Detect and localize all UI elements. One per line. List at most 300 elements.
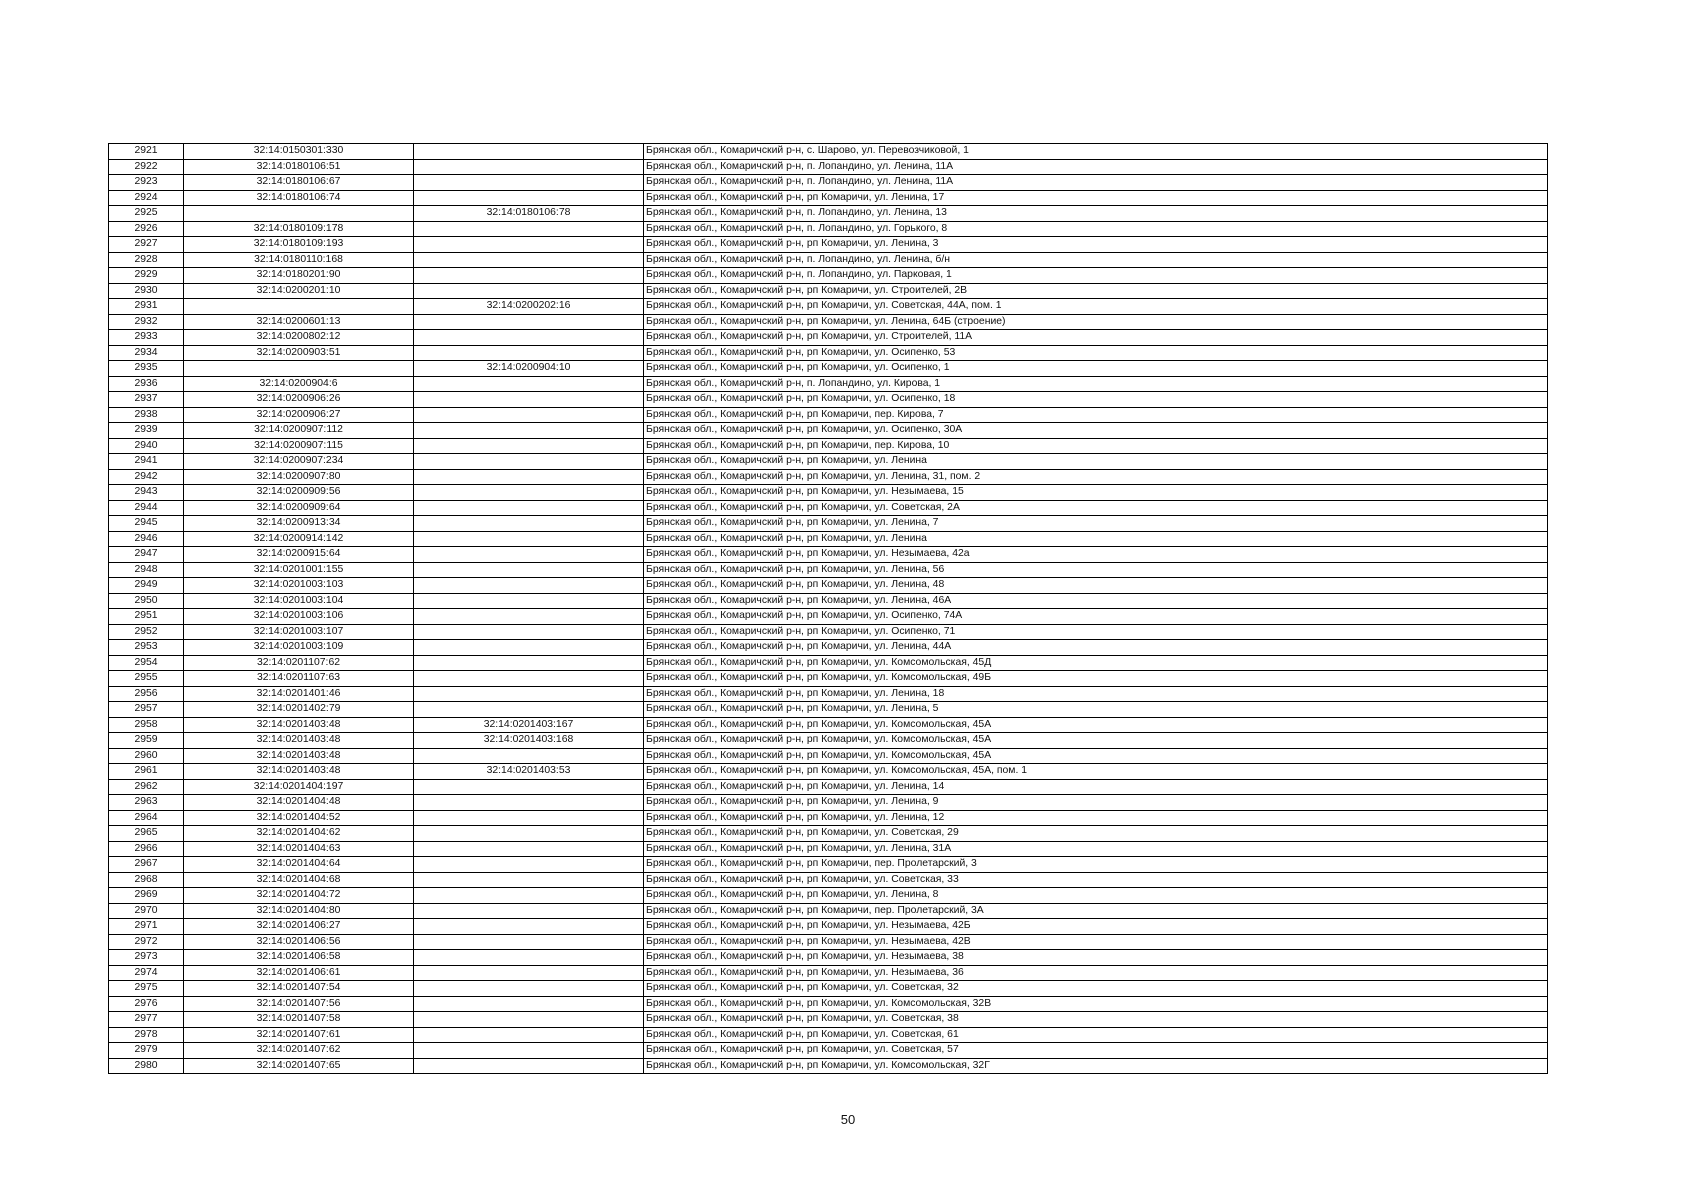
- cadastral-number-cell: 32:14:0201404:72: [184, 888, 414, 904]
- cadastral-number-cell: 32:14:0201402:79: [184, 702, 414, 718]
- row-number-cell: 2934: [109, 345, 184, 361]
- address-cell: Брянская обл., Комаричский р-н, рп Комаричи, ул. Ленина, 8: [644, 888, 1548, 904]
- row-number-cell: 2978: [109, 1027, 184, 1043]
- cadastral-number-cell: 32:14:0201404:64: [184, 857, 414, 873]
- address-cell: Брянская обл., Комаричский р-н, п. Лопандино, ул. Горького, 8: [644, 221, 1548, 237]
- table-row: [109, 795, 1548, 811]
- address-cell: Брянская обл., Комаричский р-н, рп Комаричи, пер. Пролетарский, 3: [644, 857, 1548, 873]
- cadastral-number-cell: 32:14:0201003:104: [184, 593, 414, 609]
- related-cadastral-number-cell: [414, 903, 644, 919]
- cadastral-number-cell: 32:14:0201403:48: [184, 717, 414, 733]
- related-cadastral-number-cell: [414, 640, 644, 656]
- related-cadastral-number-cell: [414, 283, 644, 299]
- table-row: [109, 299, 1548, 315]
- table-row: [109, 1043, 1548, 1059]
- address-cell: Брянская обл., Комаричский р-н, рп Комаричи, ул. Советская, 57: [644, 1043, 1548, 1059]
- row-number-cell: 2979: [109, 1043, 184, 1059]
- related-cadastral-number-cell: [414, 1058, 644, 1074]
- address-cell: Брянская обл., Комаричский р-н, рп Комаричи, ул. Комсомольская, 45А, пом. 1: [644, 764, 1548, 780]
- row-number-cell: 2949: [109, 578, 184, 594]
- address-cell: Брянская обл., Комаричский р-н, рп Комаричи, ул. Незымаева, 15: [644, 485, 1548, 501]
- table-row: [109, 764, 1548, 780]
- table-row: [109, 996, 1548, 1012]
- row-number-cell: 2946: [109, 531, 184, 547]
- address-cell: Брянская обл., Комаричский р-н, рп Комаричи, ул. Осипенко, 74А: [644, 609, 1548, 625]
- page-number: 50: [840, 1112, 856, 1127]
- table-row: [109, 950, 1548, 966]
- related-cadastral-number-cell: [414, 810, 644, 826]
- cadastral-number-cell: 32:14:0180106:74: [184, 190, 414, 206]
- table-row: [109, 624, 1548, 640]
- related-cadastral-number-cell: [414, 423, 644, 439]
- registry-table: [108, 143, 1548, 1074]
- table-row: [109, 686, 1548, 702]
- address-cell: Брянская обл., Комаричский р-н, рп Комаричи, ул. Комсомольская, 45А: [644, 717, 1548, 733]
- address-cell: Брянская обл., Комаричский р-н, рп Комаричи, ул. Осипенко, 30А: [644, 423, 1548, 439]
- table-row: [109, 702, 1548, 718]
- table-row: [109, 965, 1548, 981]
- related-cadastral-number-cell: [414, 485, 644, 501]
- row-number-cell: 2973: [109, 950, 184, 966]
- row-number-cell: 2959: [109, 733, 184, 749]
- address-cell: Брянская обл., Комаричский р-н, рп Комаричи, ул. Ленина, 3: [644, 237, 1548, 253]
- table-row: [109, 779, 1548, 795]
- address-cell: Брянская обл., Комаричский р-н, рп Комаричи, ул. Осипенко, 1: [644, 361, 1548, 377]
- related-cadastral-number-cell: [414, 702, 644, 718]
- cadastral-number-cell: 32:14:0201404:63: [184, 841, 414, 857]
- related-cadastral-number-cell: [414, 407, 644, 423]
- row-number-cell: 2976: [109, 996, 184, 1012]
- related-cadastral-number-cell: [414, 1012, 644, 1028]
- row-number-cell: 2953: [109, 640, 184, 656]
- address-cell: Брянская обл., Комаричский р-н, рп Комаричи, ул. Советская, 61: [644, 1027, 1548, 1043]
- address-cell: Брянская обл., Комаричский р-н, рп Комаричи, пер. Пролетарский, 3А: [644, 903, 1548, 919]
- related-cadastral-number-cell: [414, 779, 644, 795]
- row-number-cell: 2963: [109, 795, 184, 811]
- row-number-cell: 2931: [109, 299, 184, 315]
- address-cell: Брянская обл., Комаричский р-н, рп Комаричи, ул. Ленина: [644, 531, 1548, 547]
- row-number-cell: 2938: [109, 407, 184, 423]
- related-cadastral-number-cell: [414, 965, 644, 981]
- cadastral-number-cell: 32:14:0200201:10: [184, 283, 414, 299]
- cadastral-number-cell: 32:14:0200907:234: [184, 454, 414, 470]
- related-cadastral-number-cell: 32:14:0201403:53: [414, 764, 644, 780]
- row-number-cell: 2925: [109, 206, 184, 222]
- cadastral-number-cell: [184, 206, 414, 222]
- table-row: [109, 206, 1548, 222]
- row-number-cell: 2971: [109, 919, 184, 935]
- row-number-cell: 2940: [109, 438, 184, 454]
- table-row: [109, 221, 1548, 237]
- address-cell: Брянская обл., Комаричский р-н, рп Комаричи, ул. Строителей, 2В: [644, 283, 1548, 299]
- row-number-cell: 2924: [109, 190, 184, 206]
- row-number-cell: 2956: [109, 686, 184, 702]
- registry-table-body: [109, 144, 1548, 1074]
- address-cell: Брянская обл., Комаричский р-н, рп Комаричи, ул. Строителей, 11А: [644, 330, 1548, 346]
- cadastral-number-cell: 32:14:0201003:106: [184, 609, 414, 625]
- address-cell: Брянская обл., Комаричский р-н, рп Комаричи, ул. Комсомольская, 45Д: [644, 655, 1548, 671]
- table-row: [109, 857, 1548, 873]
- related-cadastral-number-cell: [414, 438, 644, 454]
- address-cell: Брянская обл., Комаричский р-н, п. Лопандино, ул. Ленина, 11А: [644, 175, 1548, 191]
- cadastral-number-cell: 32:14:0180109:178: [184, 221, 414, 237]
- cadastral-number-cell: 32:14:0200909:64: [184, 500, 414, 516]
- row-number-cell: 2939: [109, 423, 184, 439]
- table-row: [109, 144, 1548, 160]
- address-cell: Брянская обл., Комаричский р-н, рп Комаричи, ул. Ленина, 14: [644, 779, 1548, 795]
- address-cell: Брянская обл., Комаричский р-н, рп Комаричи, ул. Комсомольская, 49Б: [644, 671, 1548, 687]
- table-row: [109, 376, 1548, 392]
- cadastral-number-cell: 32:14:0201401:46: [184, 686, 414, 702]
- cadastral-number-cell: 32:14:0201404:62: [184, 826, 414, 842]
- related-cadastral-number-cell: [414, 655, 644, 671]
- cadastral-number-cell: 32:14:0180110:168: [184, 252, 414, 268]
- row-number-cell: 2968: [109, 872, 184, 888]
- related-cadastral-number-cell: [414, 268, 644, 284]
- address-cell: Брянская обл., Комаричский р-н, рп Комаричи, ул. Советская, 44А, пом. 1: [644, 299, 1548, 315]
- cadastral-number-cell: 32:14:0180201:90: [184, 268, 414, 284]
- address-cell: Брянская обл., Комаричский р-н, рп Комаричи, ул. Ленина, 48: [644, 578, 1548, 594]
- address-cell: Брянская обл., Комаричский р-н, п. Лопандино, ул. Парковая, 1: [644, 268, 1548, 284]
- address-cell: Брянская обл., Комаричский р-н, рп Комаричи, ул. Советская, 29: [644, 826, 1548, 842]
- address-cell: Брянская обл., Комаричский р-н, рп Комаричи, ул. Ленина, 9: [644, 795, 1548, 811]
- related-cadastral-number-cell: [414, 144, 644, 160]
- related-cadastral-number-cell: [414, 531, 644, 547]
- cadastral-number-cell: 32:14:0201406:61: [184, 965, 414, 981]
- table-row: [109, 888, 1548, 904]
- table-row: [109, 314, 1548, 330]
- row-number-cell: 2965: [109, 826, 184, 842]
- related-cadastral-number-cell: [414, 500, 644, 516]
- address-cell: Брянская обл., Комаричский р-н, рп Комаричи, пер. Кирова, 7: [644, 407, 1548, 423]
- related-cadastral-number-cell: [414, 237, 644, 253]
- table-row: [109, 934, 1548, 950]
- related-cadastral-number-cell: [414, 159, 644, 175]
- cadastral-number-cell: 32:14:0200907:112: [184, 423, 414, 439]
- related-cadastral-number-cell: [414, 919, 644, 935]
- row-number-cell: 2975: [109, 981, 184, 997]
- row-number-cell: 2955: [109, 671, 184, 687]
- cadastral-number-cell: 32:14:0200915:64: [184, 547, 414, 563]
- address-cell: Брянская обл., Комаричский р-н, рп Комаричи, ул. Незымаева, 42а: [644, 547, 1548, 563]
- table-row: [109, 175, 1548, 191]
- related-cadastral-number-cell: [414, 1043, 644, 1059]
- row-number-cell: 2942: [109, 469, 184, 485]
- table-row: [109, 810, 1548, 826]
- related-cadastral-number-cell: [414, 748, 644, 764]
- row-number-cell: 2922: [109, 159, 184, 175]
- table-row: [109, 237, 1548, 253]
- related-cadastral-number-cell: [414, 950, 644, 966]
- related-cadastral-number-cell: [414, 562, 644, 578]
- related-cadastral-number-cell: [414, 345, 644, 361]
- address-cell: Брянская обл., Комаричский р-н, рп Комаричи, пер. Кирова, 10: [644, 438, 1548, 454]
- related-cadastral-number-cell: 32:14:0201403:167: [414, 717, 644, 733]
- cadastral-number-cell: 32:14:0200601:13: [184, 314, 414, 330]
- cadastral-number-cell: 32:14:0201407:62: [184, 1043, 414, 1059]
- cadastral-number-cell: 32:14:0201001:155: [184, 562, 414, 578]
- row-number-cell: 2926: [109, 221, 184, 237]
- row-number-cell: 2943: [109, 485, 184, 501]
- address-cell: Брянская обл., Комаричский р-н, рп Комаричи, ул. Осипенко, 53: [644, 345, 1548, 361]
- table-row: [109, 748, 1548, 764]
- table-row: [109, 190, 1548, 206]
- address-cell: Брянская обл., Комаричский р-н, рп Комаричи, ул. Советская, 33: [644, 872, 1548, 888]
- table-row: [109, 547, 1548, 563]
- cadastral-number-cell: [184, 299, 414, 315]
- cadastral-number-cell: 32:14:0201407:65: [184, 1058, 414, 1074]
- related-cadastral-number-cell: [414, 934, 644, 950]
- address-cell: Брянская обл., Комаричский р-н, п. Лопандино, ул. Кирова, 1: [644, 376, 1548, 392]
- table-row: [109, 562, 1548, 578]
- address-cell: Брянская обл., Комаричский р-н, рп Комаричи, ул. Ленина, 31, пом. 2: [644, 469, 1548, 485]
- related-cadastral-number-cell: [414, 578, 644, 594]
- cadastral-number-cell: 32:14:0201003:109: [184, 640, 414, 656]
- address-cell: Брянская обл., Комаричский р-н, рп Комаричи, ул. Ленина, 12: [644, 810, 1548, 826]
- related-cadastral-number-cell: [414, 686, 644, 702]
- address-cell: Брянская обл., Комаричский р-н, рп Комаричи, ул. Ленина, 7: [644, 516, 1548, 532]
- cadastral-number-cell: 32:14:0200903:51: [184, 345, 414, 361]
- table-row: [109, 361, 1548, 377]
- row-number-cell: 2961: [109, 764, 184, 780]
- cadastral-number-cell: 32:14:0201404:48: [184, 795, 414, 811]
- cadastral-number-cell: 32:14:0201406:27: [184, 919, 414, 935]
- cadastral-number-cell: 32:14:0201107:63: [184, 671, 414, 687]
- row-number-cell: 2936: [109, 376, 184, 392]
- table-row: [109, 903, 1548, 919]
- cadastral-number-cell: 32:14:0150301:330: [184, 144, 414, 160]
- table-row: [109, 407, 1548, 423]
- row-number-cell: 2941: [109, 454, 184, 470]
- address-cell: Брянская обл., Комаричский р-н, рп Комаричи, ул. Комсомольская, 32Г: [644, 1058, 1548, 1074]
- cadastral-number-cell: 32:14:0201407:58: [184, 1012, 414, 1028]
- address-cell: Брянская обл., Комаричский р-н, рп Комаричи, ул. Комсомольская, 45А: [644, 733, 1548, 749]
- cadastral-number-cell: 32:14:0201403:48: [184, 748, 414, 764]
- row-number-cell: 2952: [109, 624, 184, 640]
- table-row: [109, 423, 1548, 439]
- row-number-cell: 2957: [109, 702, 184, 718]
- related-cadastral-number-cell: [414, 826, 644, 842]
- address-cell: Брянская обл., Комаричский р-н, рп Комаричи, ул. Комсомольская, 32В: [644, 996, 1548, 1012]
- related-cadastral-number-cell: [414, 469, 644, 485]
- cadastral-number-cell: 32:14:0201003:103: [184, 578, 414, 594]
- cadastral-number-cell: 32:14:0201407:54: [184, 981, 414, 997]
- related-cadastral-number-cell: [414, 1027, 644, 1043]
- related-cadastral-number-cell: [414, 624, 644, 640]
- table-row: [109, 469, 1548, 485]
- related-cadastral-number-cell: [414, 996, 644, 1012]
- cadastral-number-cell: 32:14:0201003:107: [184, 624, 414, 640]
- table-row: [109, 578, 1548, 594]
- address-cell: Брянская обл., Комаричский р-н, рп Комаричи, ул. Ленина, 31А: [644, 841, 1548, 857]
- row-number-cell: 2928: [109, 252, 184, 268]
- address-cell: Брянская обл., Комаричский р-н, рп Комаричи, ул. Ленина, 56: [644, 562, 1548, 578]
- related-cadastral-number-cell: [414, 609, 644, 625]
- row-number-cell: 2966: [109, 841, 184, 857]
- related-cadastral-number-cell: [414, 516, 644, 532]
- address-cell: Брянская обл., Комаричский р-н, рп Комаричи, ул. Ленина, 44А: [644, 640, 1548, 656]
- table-row: [109, 485, 1548, 501]
- cadastral-number-cell: 32:14:0201404:80: [184, 903, 414, 919]
- address-cell: Брянская обл., Комаричский р-н, рп Комаричи, ул. Незымаева, 38: [644, 950, 1548, 966]
- cadastral-number-cell: 32:14:0180106:51: [184, 159, 414, 175]
- address-cell: Брянская обл., Комаричский р-н, рп Комаричи, ул. Осипенко, 71: [644, 624, 1548, 640]
- row-number-cell: 2932: [109, 314, 184, 330]
- table-row: [109, 655, 1548, 671]
- table-row: [109, 717, 1548, 733]
- related-cadastral-number-cell: [414, 857, 644, 873]
- table-row: [109, 268, 1548, 284]
- address-cell: Брянская обл., Комаричский р-н, рп Комаричи, ул. Ленина, 17: [644, 190, 1548, 206]
- cadastral-number-cell: 32:14:0201403:48: [184, 733, 414, 749]
- cadastral-number-cell: 32:14:0180106:67: [184, 175, 414, 191]
- address-cell: Брянская обл., Комаричский р-н, рп Комаричи, ул. Советская, 32: [644, 981, 1548, 997]
- related-cadastral-number-cell: [414, 392, 644, 408]
- row-number-cell: 2977: [109, 1012, 184, 1028]
- row-number-cell: 2958: [109, 717, 184, 733]
- table-row: [109, 330, 1548, 346]
- row-number-cell: 2951: [109, 609, 184, 625]
- row-number-cell: 2930: [109, 283, 184, 299]
- row-number-cell: 2947: [109, 547, 184, 563]
- address-cell: Брянская обл., Комаричский р-н, рп Комаричи, ул. Незымаева, 42Б: [644, 919, 1548, 935]
- related-cadastral-number-cell: [414, 175, 644, 191]
- row-number-cell: 2945: [109, 516, 184, 532]
- row-number-cell: 2970: [109, 903, 184, 919]
- table-row: [109, 919, 1548, 935]
- row-number-cell: 2923: [109, 175, 184, 191]
- address-cell: Брянская обл., Комаричский р-н, рп Комаричи, ул. Комсомольская, 45А: [644, 748, 1548, 764]
- related-cadastral-number-cell: [414, 671, 644, 687]
- cadastral-number-cell: 32:14:0201404:68: [184, 872, 414, 888]
- cadastral-number-cell: 32:14:0200802:12: [184, 330, 414, 346]
- related-cadastral-number-cell: 32:14:0200202:16: [414, 299, 644, 315]
- row-number-cell: 2972: [109, 934, 184, 950]
- related-cadastral-number-cell: [414, 314, 644, 330]
- address-cell: Брянская обл., Комаричский р-н, рп Комаричи, ул. Ленина, 64Б (строение): [644, 314, 1548, 330]
- address-cell: Брянская обл., Комаричский р-н, рп Комаричи, ул. Незымаева, 42В: [644, 934, 1548, 950]
- address-cell: Брянская обл., Комаричский р-н, п. Лопандино, ул. Ленина, 13: [644, 206, 1548, 222]
- related-cadastral-number-cell: [414, 981, 644, 997]
- row-number-cell: 2944: [109, 500, 184, 516]
- related-cadastral-number-cell: [414, 454, 644, 470]
- cadastral-number-cell: 32:14:0200904:6: [184, 376, 414, 392]
- related-cadastral-number-cell: [414, 221, 644, 237]
- address-cell: Брянская обл., Комаричский р-н, рп Комаричи, ул. Осипенко, 18: [644, 392, 1548, 408]
- table-row: [109, 392, 1548, 408]
- table-row: [109, 609, 1548, 625]
- related-cadastral-number-cell: [414, 330, 644, 346]
- row-number-cell: 2927: [109, 237, 184, 253]
- table-row: [109, 516, 1548, 532]
- related-cadastral-number-cell: 32:14:0200904:10: [414, 361, 644, 377]
- table-row: [109, 159, 1548, 175]
- related-cadastral-number-cell: [414, 252, 644, 268]
- address-cell: Брянская обл., Комаричский р-н, рп Комаричи, ул. Ленина, 5: [644, 702, 1548, 718]
- row-number-cell: 2967: [109, 857, 184, 873]
- cadastral-number-cell: 32:14:0201403:48: [184, 764, 414, 780]
- row-number-cell: 2937: [109, 392, 184, 408]
- cadastral-number-cell: 32:14:0200914:142: [184, 531, 414, 547]
- row-number-cell: 2954: [109, 655, 184, 671]
- table-row: [109, 981, 1548, 997]
- table-row: [109, 671, 1548, 687]
- row-number-cell: 2929: [109, 268, 184, 284]
- cadastral-number-cell: 32:14:0200906:26: [184, 392, 414, 408]
- table-row: [109, 531, 1548, 547]
- address-cell: Брянская обл., Комаричский р-н, рп Комаричи, ул. Ленина, 46А: [644, 593, 1548, 609]
- address-cell: Брянская обл., Комаричский р-н, п. Лопандино, ул. Ленина, б/н: [644, 252, 1548, 268]
- cadastral-number-cell: 32:14:0201407:56: [184, 996, 414, 1012]
- address-cell: Брянская обл., Комаричский р-н, рп Комаричи, ул. Советская, 38: [644, 1012, 1548, 1028]
- table-row: [109, 438, 1548, 454]
- table-row: [109, 872, 1548, 888]
- row-number-cell: 2962: [109, 779, 184, 795]
- table-row: [109, 733, 1548, 749]
- table-row: [109, 841, 1548, 857]
- cadastral-number-cell: 32:14:0201107:62: [184, 655, 414, 671]
- row-number-cell: 2950: [109, 593, 184, 609]
- cadastral-number-cell: 32:14:0201406:58: [184, 950, 414, 966]
- cadastral-number-cell: 32:14:0200906:27: [184, 407, 414, 423]
- related-cadastral-number-cell: 32:14:0180106:78: [414, 206, 644, 222]
- address-cell: Брянская обл., Комаричский р-н, с. Шарово, ул. Перевозчиковой, 1: [644, 144, 1548, 160]
- row-number-cell: 2969: [109, 888, 184, 904]
- cadastral-number-cell: 32:14:0200913:34: [184, 516, 414, 532]
- cadastral-number-cell: 32:14:0200907:80: [184, 469, 414, 485]
- address-cell: Брянская обл., Комаричский р-н, рп Комаричи, ул. Ленина, 18: [644, 686, 1548, 702]
- row-number-cell: 2921: [109, 144, 184, 160]
- cadastral-number-cell: 32:14:0201406:56: [184, 934, 414, 950]
- related-cadastral-number-cell: 32:14:0201403:168: [414, 733, 644, 749]
- row-number-cell: 2974: [109, 965, 184, 981]
- related-cadastral-number-cell: [414, 888, 644, 904]
- table-row: [109, 454, 1548, 470]
- related-cadastral-number-cell: [414, 841, 644, 857]
- table-row: [109, 640, 1548, 656]
- table-row: [109, 283, 1548, 299]
- row-number-cell: 2933: [109, 330, 184, 346]
- cadastral-number-cell: [184, 361, 414, 377]
- row-number-cell: 2935: [109, 361, 184, 377]
- cadastral-number-cell: 32:14:0201404:52: [184, 810, 414, 826]
- related-cadastral-number-cell: [414, 593, 644, 609]
- row-number-cell: 2980: [109, 1058, 184, 1074]
- table-row: [109, 1012, 1548, 1028]
- table-row: [109, 500, 1548, 516]
- address-cell: Брянская обл., Комаричский р-н, рп Комаричи, ул. Ленина: [644, 454, 1548, 470]
- table-row: [109, 1058, 1548, 1074]
- row-number-cell: 2960: [109, 748, 184, 764]
- row-number-cell: 2948: [109, 562, 184, 578]
- address-cell: Брянская обл., Комаричский р-н, рп Комаричи, ул. Незымаева, 36: [644, 965, 1548, 981]
- related-cadastral-number-cell: [414, 872, 644, 888]
- related-cadastral-number-cell: [414, 795, 644, 811]
- table-row: [109, 593, 1548, 609]
- table-row: [109, 826, 1548, 842]
- table-row: [109, 1027, 1548, 1043]
- related-cadastral-number-cell: [414, 376, 644, 392]
- cadastral-number-cell: 32:14:0200909:56: [184, 485, 414, 501]
- table-row: [109, 345, 1548, 361]
- cadastral-number-cell: 32:14:0200907:115: [184, 438, 414, 454]
- row-number-cell: 2964: [109, 810, 184, 826]
- cadastral-number-cell: 32:14:0201407:61: [184, 1027, 414, 1043]
- address-cell: Брянская обл., Комаричский р-н, п. Лопандино, ул. Ленина, 11А: [644, 159, 1548, 175]
- related-cadastral-number-cell: [414, 190, 644, 206]
- cadastral-number-cell: 32:14:0201404:197: [184, 779, 414, 795]
- related-cadastral-number-cell: [414, 547, 644, 563]
